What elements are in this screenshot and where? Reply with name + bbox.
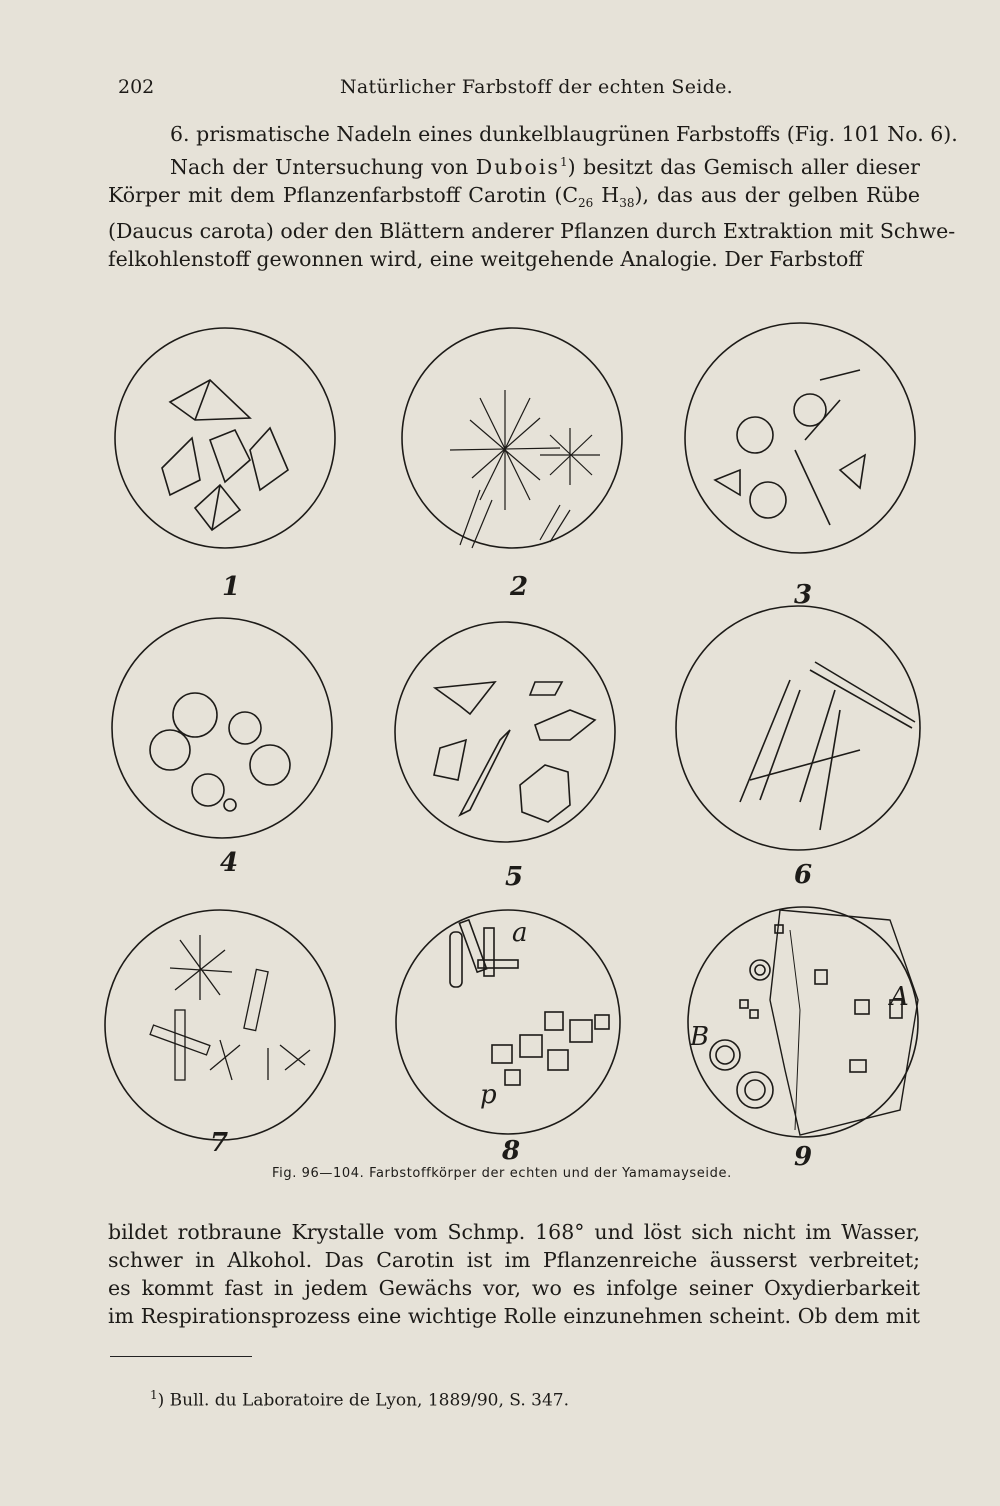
text-line: felkohlenstoff gewonnen wird, eine weitgehende Analogie. Der Farbstoff bbox=[108, 246, 863, 271]
subscript: 38 bbox=[619, 195, 635, 210]
crystal-figure bbox=[100, 310, 930, 1190]
page-number: 202 bbox=[118, 76, 155, 98]
text-line: bildet rotbraune Krystalle vom Schmp. 168° und löst sich nicht im Wasser, bbox=[108, 1220, 920, 1244]
figure-number-2: 2 bbox=[510, 572, 529, 602]
footnote-reference: 1 bbox=[559, 155, 568, 169]
footnote bbox=[150, 1388, 569, 1411]
figure-label-B: B bbox=[690, 1022, 710, 1052]
circle-3-drawing bbox=[685, 323, 915, 553]
figure-number-7: 7 bbox=[210, 1128, 229, 1158]
figure-label-a: a bbox=[512, 918, 528, 948]
text-line bbox=[108, 181, 920, 217]
footnote-mark: 1 bbox=[150, 1388, 158, 1402]
text-fragment: Nach der Untersuchung von bbox=[170, 154, 476, 179]
figure-number-6: 6 bbox=[794, 860, 813, 890]
paragraph-bottom bbox=[108, 1218, 920, 1330]
figure-number-4: 4 bbox=[220, 848, 239, 878]
figure-number-1: 1 bbox=[222, 572, 241, 602]
circle-7-drawing bbox=[105, 910, 335, 1140]
text-fragment: Körper mit dem Pflanzenfarbstoff Carotin (C bbox=[108, 182, 579, 207]
circle-6-drawing bbox=[676, 606, 920, 850]
figure-label-A: A bbox=[890, 982, 909, 1012]
footnote-separator bbox=[110, 1356, 252, 1357]
circle-5-drawing bbox=[395, 622, 615, 842]
figure-caption: Fig. 96—104. Farbstoffkörper der echten und der Yamamayseide. bbox=[272, 1166, 732, 1181]
text-fragment: H bbox=[593, 182, 620, 207]
crystal-drawings bbox=[100, 310, 930, 1170]
text-fragment: ), das aus der gelben Rübe bbox=[634, 182, 920, 207]
subscript: 26 bbox=[578, 195, 594, 210]
circle-9-drawing bbox=[688, 907, 918, 1137]
footnote-text: ) Bull. du Laboratoire de Lyon, 1889/90, S. 347. bbox=[157, 1390, 569, 1411]
figure-number-3: 3 bbox=[794, 580, 813, 610]
running-head-title: Natürlicher Farbstoff der echten Seide. bbox=[340, 76, 733, 98]
author-name: Dubois bbox=[475, 154, 560, 179]
figure-number-8: 8 bbox=[502, 1136, 521, 1166]
text-line: (Daucus carota) oder den Blättern anderer Pflanzen durch Extraktion mit Schwe- bbox=[108, 218, 956, 243]
text-line: im Respirationsprozess eine wichtige Rolle einzunehmen scheint. Ob dem mit bbox=[108, 1304, 920, 1328]
circle-4-drawing bbox=[112, 618, 332, 838]
text-fragment: ) besitzt das Gemisch aller dieser bbox=[567, 154, 920, 179]
figure-number-5: 5 bbox=[505, 862, 524, 892]
running-header bbox=[118, 76, 918, 104]
figure-label-p: p bbox=[480, 1080, 497, 1110]
circle-8-drawing bbox=[396, 910, 620, 1134]
paragraph-top bbox=[108, 120, 958, 273]
circle-1-drawing bbox=[115, 328, 335, 548]
text-line: es kommt fast in jedem Gewächs vor, wo es infolge seiner Oxydierbarkeit bbox=[108, 1276, 920, 1300]
text-line: schwer in Alkohol. Das Carotin ist im Pflanzenreiche äusserst verbreitet; bbox=[108, 1248, 920, 1272]
text-line bbox=[108, 148, 920, 181]
circle-2-drawing bbox=[402, 328, 622, 548]
figure-number-9: 9 bbox=[794, 1142, 813, 1172]
text-line: 6. prismatische Nadeln eines dunkelblaugrünen Farbstoffs (Fig. 101 No. 6). bbox=[170, 122, 958, 146]
